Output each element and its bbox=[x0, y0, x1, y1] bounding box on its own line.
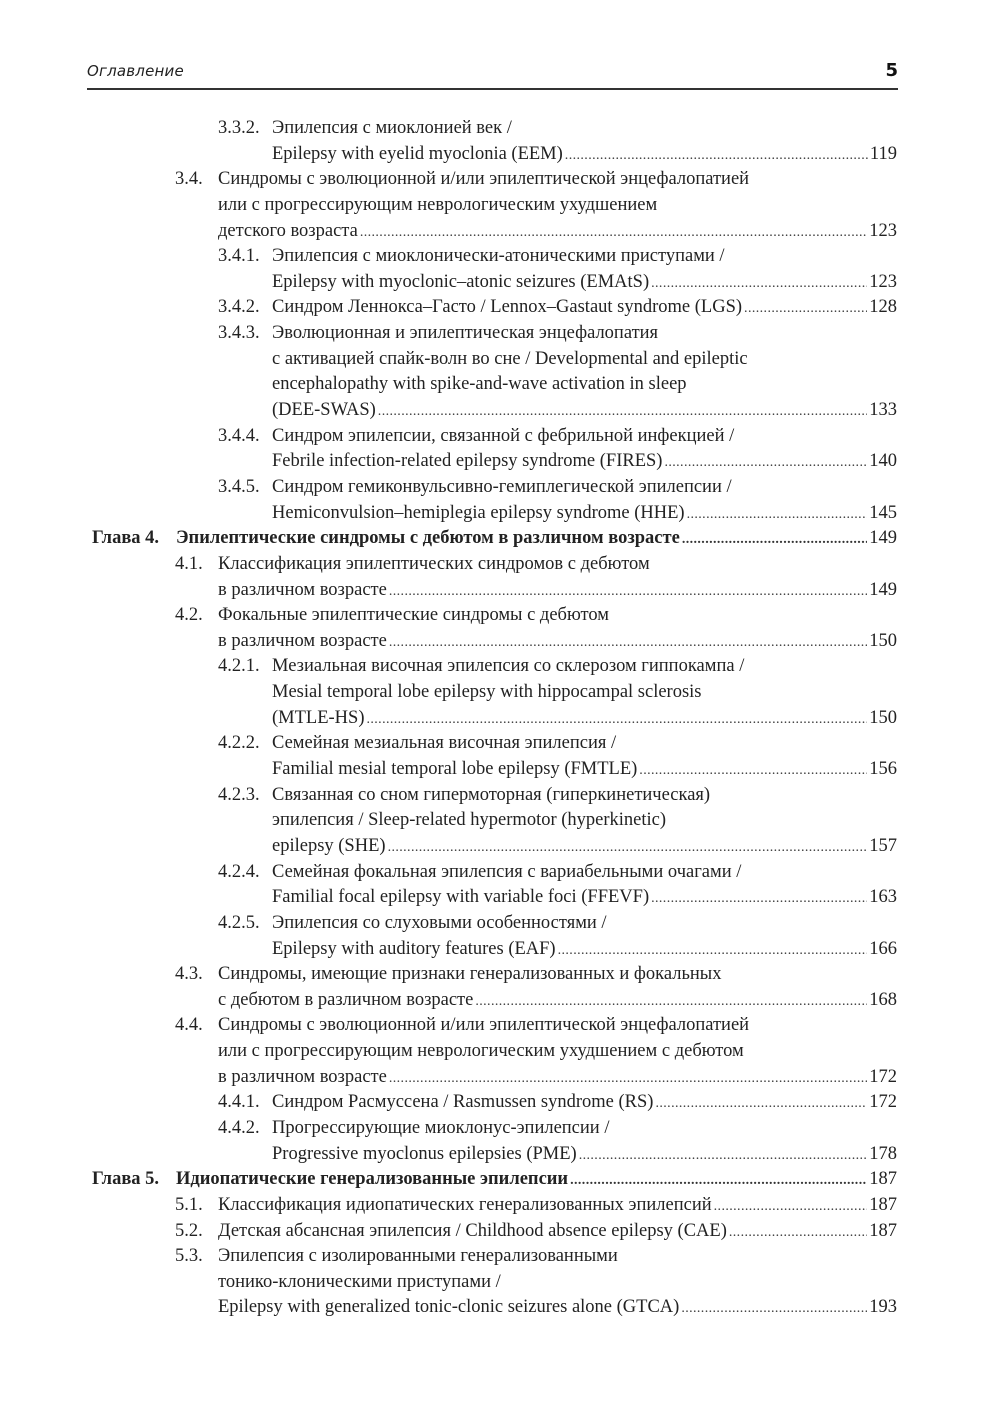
toc-entry-title: с активацией спайк-волн во сне / Developmental and epileptic bbox=[272, 348, 748, 369]
toc-entry-last-line bbox=[176, 526, 897, 553]
toc-line bbox=[0, 834, 1000, 860]
toc-entry-3-4-2[interactable] bbox=[0, 295, 1000, 321]
toc-entry-number: 3.4.5. bbox=[218, 476, 260, 497]
dot-leader bbox=[389, 579, 867, 605]
toc-line bbox=[0, 603, 1000, 629]
toc-entry-title: Классификация идиопатических генерализованных эпилепсий bbox=[218, 1194, 712, 1215]
toc-page-number: 119 bbox=[869, 143, 897, 164]
toc-entry-4-2-3[interactable] bbox=[0, 783, 1000, 860]
toc-entry-4-4[interactable] bbox=[0, 1013, 1000, 1090]
toc-page-number: 187 bbox=[869, 1194, 897, 1215]
dot-leader bbox=[475, 989, 867, 1015]
toc-entry-title: Синдром эпилепсии, связанной с фебрильной инфекцией / bbox=[272, 425, 735, 446]
toc-entry-3-4[interactable] bbox=[0, 167, 1000, 244]
toc-entry-4-3[interactable] bbox=[0, 962, 1000, 1013]
dot-leader bbox=[744, 296, 867, 322]
toc-entry-3-3-2[interactable] bbox=[0, 116, 1000, 167]
toc-entry-last-line bbox=[218, 1295, 897, 1322]
toc-entry-title: Epilepsy with generalized tonic-clonic seizures alone (GTCA) bbox=[218, 1297, 680, 1318]
toc-entry-last-line bbox=[272, 295, 897, 322]
toc-entry-title: Эпилепсия с миоклонически-атоническими приступами / bbox=[272, 246, 725, 267]
toc-entry-number: 4.3. bbox=[175, 964, 203, 985]
toc-entry-title: в различном возрасте bbox=[218, 579, 387, 600]
toc-line bbox=[0, 167, 1000, 193]
toc-entry-title: Детская абсансная эпилепсия / Childhood absence epilepsy (CAE) bbox=[218, 1220, 727, 1241]
dot-leader bbox=[651, 271, 867, 297]
toc-line bbox=[0, 654, 1000, 680]
toc-line bbox=[0, 629, 1000, 655]
toc-page-number: 157 bbox=[869, 835, 897, 856]
toc-entry-title: с дебютом в различном возрасте bbox=[218, 989, 474, 1010]
toc-entry-number: 4.2.2. bbox=[218, 733, 260, 754]
toc-entry-last-line bbox=[272, 757, 897, 784]
toc-entry-title: Мезиальная височная эпилепсия со склерозом гиппокампа / bbox=[272, 656, 745, 677]
toc-entry-title: encephalopathy with spike-and-wave activation in sleep bbox=[272, 374, 687, 395]
toc-line bbox=[0, 552, 1000, 578]
toc-line bbox=[0, 270, 1000, 296]
dot-leader bbox=[389, 1066, 867, 1092]
dot-leader bbox=[360, 220, 867, 246]
toc-entry-title: в различном возрасте bbox=[218, 630, 387, 651]
toc-line bbox=[0, 321, 1000, 347]
running-title: Оглавление bbox=[87, 62, 184, 80]
toc-line bbox=[0, 219, 1000, 245]
toc-entry-ch4[interactable] bbox=[0, 526, 1000, 552]
toc-line bbox=[0, 1116, 1000, 1142]
toc-page-number: 123 bbox=[869, 271, 897, 292]
toc-entry-number: 4.2. bbox=[175, 605, 203, 626]
toc-page-number: 187 bbox=[869, 1169, 897, 1190]
toc-entry-3-4-3[interactable] bbox=[0, 321, 1000, 424]
toc-entry-title: Синдромы с эволюционной и/или эпилептической энцефалопатией bbox=[218, 169, 750, 190]
toc-line bbox=[0, 372, 1000, 398]
toc-entry-4-2-5[interactable] bbox=[0, 911, 1000, 962]
toc-page-number: 149 bbox=[869, 528, 897, 549]
toc-line bbox=[0, 424, 1000, 450]
toc-entry-number: 5.1. bbox=[175, 1194, 203, 1215]
toc-line bbox=[0, 501, 1000, 527]
toc-entry-title: тонико-клоническими приступами / bbox=[218, 1271, 501, 1292]
toc-entry-last-line bbox=[218, 578, 897, 605]
toc-entry-last-line bbox=[218, 1065, 897, 1092]
toc-entry-title: или с прогрессирующим неврологическим ухудшением bbox=[218, 194, 658, 215]
toc-page-number: 149 bbox=[869, 579, 897, 600]
toc-entry-last-line bbox=[272, 1142, 897, 1169]
toc-entry-title: в различном возрасте bbox=[218, 1066, 387, 1087]
toc-entry-4-4-2[interactable] bbox=[0, 1116, 1000, 1167]
toc-entry-number: 3.4. bbox=[175, 169, 203, 190]
toc-entry-last-line bbox=[272, 937, 897, 964]
toc-page-number: 150 bbox=[869, 630, 897, 651]
toc-entry-title: Эпилепсия с изолированными генерализованными bbox=[218, 1246, 618, 1267]
toc-entry-title: Epilepsy with auditory features (EAF) bbox=[272, 938, 556, 959]
dot-leader bbox=[378, 399, 867, 425]
dot-leader bbox=[639, 758, 867, 784]
page-header bbox=[87, 58, 898, 90]
toc-entry-title: Идиопатические генерализованные эпилепсии bbox=[176, 1169, 569, 1190]
toc-entry-last-line bbox=[272, 501, 897, 528]
toc-line bbox=[0, 731, 1000, 757]
dot-leader bbox=[570, 1168, 867, 1194]
toc-entry-title: Mesial temporal lobe epilepsy with hippocampal sclerosis bbox=[272, 682, 702, 703]
dot-leader bbox=[651, 886, 867, 912]
toc-entry-title: Связанная со сном гипермоторная (гиперкинетическая) bbox=[272, 784, 711, 805]
toc-entry-title: или с прогрессирующим неврологическим ухудшением с дебютом bbox=[218, 1041, 744, 1062]
toc-line bbox=[0, 193, 1000, 219]
toc-line bbox=[0, 988, 1000, 1014]
toc-entry-number: 3.4.3. bbox=[218, 323, 260, 344]
toc-page-number: 172 bbox=[869, 1066, 897, 1087]
toc-entry-title: детского возраста bbox=[218, 220, 358, 241]
toc-line bbox=[0, 680, 1000, 706]
toc-line bbox=[0, 962, 1000, 988]
toc-entry-number: Глава 4. bbox=[92, 528, 160, 549]
toc-entry-ch5[interactable] bbox=[0, 1167, 1000, 1193]
toc-entry-number: 4.2.1. bbox=[218, 656, 260, 677]
toc-entry-number: 4.2.5. bbox=[218, 912, 260, 933]
toc-entry-title: Синдром Расмуссена / Rasmussen syndrome (RS) bbox=[272, 1092, 654, 1113]
toc-entry-title: Familial focal epilepsy with variable foci (FFEVF) bbox=[272, 887, 650, 908]
toc-line bbox=[0, 526, 1000, 552]
toc-entry-title: Familial mesial temporal lobe epilepsy (FMTLE) bbox=[272, 759, 638, 780]
toc-page-number: 187 bbox=[869, 1220, 897, 1241]
toc-page-number: 193 bbox=[869, 1297, 897, 1318]
toc-line bbox=[0, 116, 1000, 142]
toc-entry-last-line bbox=[218, 219, 897, 246]
toc-entry-3-4-1[interactable] bbox=[0, 244, 1000, 295]
toc-entry-title: Классификация эпилептических синдромов с дебютом bbox=[218, 553, 650, 574]
toc-page-number: 140 bbox=[869, 451, 897, 472]
toc-entry-3-4-4[interactable] bbox=[0, 424, 1000, 475]
toc-entry-title: эпилепсия / Sleep-related hypermotor (hyperkinetic) bbox=[272, 810, 667, 831]
toc-line bbox=[0, 1090, 1000, 1116]
toc-entry-last-line bbox=[218, 1219, 897, 1246]
toc-page-number: 178 bbox=[869, 1143, 897, 1164]
toc-entry-last-line bbox=[272, 1090, 897, 1117]
toc-entry-number: 3.4.1. bbox=[218, 246, 260, 267]
toc-line bbox=[0, 937, 1000, 963]
toc-entry-number: 4.4. bbox=[175, 1015, 203, 1036]
toc-line bbox=[0, 1244, 1000, 1270]
toc-page-number: 145 bbox=[869, 502, 897, 523]
toc-entry-last-line bbox=[218, 988, 897, 1015]
toc-page-number: 172 bbox=[869, 1092, 897, 1113]
table-of-contents bbox=[0, 116, 1000, 1321]
toc-line bbox=[0, 244, 1000, 270]
toc-entry-4-2[interactable] bbox=[0, 603, 1000, 654]
toc-entry-number: Глава 5. bbox=[92, 1169, 160, 1190]
toc-entry-title: Семейная мезиальная височная эпилепсия / bbox=[272, 733, 617, 754]
dot-leader bbox=[388, 835, 868, 861]
toc-entry-title: Прогрессирующие миоклонус-эпилепсии / bbox=[272, 1117, 610, 1138]
toc-entry-5-2[interactable] bbox=[0, 1219, 1000, 1245]
toc-entry-number: 3.4.2. bbox=[218, 297, 260, 318]
toc-entry-3-4-5[interactable] bbox=[0, 475, 1000, 526]
toc-line bbox=[0, 1013, 1000, 1039]
toc-entry-5-1[interactable] bbox=[0, 1193, 1000, 1219]
toc-entry-title: Epilepsy with myoclonic–atonic seizures (EMAtS) bbox=[272, 271, 650, 292]
toc-entry-title: Эпилепсия с миоклонией век / bbox=[272, 118, 512, 138]
toc-entry-number: 5.3. bbox=[175, 1246, 203, 1267]
dot-leader bbox=[579, 1143, 868, 1169]
toc-entry-title: epilepsy (SHE) bbox=[272, 835, 386, 856]
toc-entry-last-line bbox=[218, 629, 897, 656]
toc-entry-last-line bbox=[272, 885, 897, 912]
toc-entry-title: Эпилепсия со слуховыми особенностями / bbox=[272, 912, 607, 933]
toc-line bbox=[0, 757, 1000, 783]
toc-line bbox=[0, 347, 1000, 373]
toc-entry-last-line bbox=[176, 1167, 897, 1194]
toc-entry-last-line bbox=[272, 449, 897, 476]
toc-line bbox=[0, 911, 1000, 937]
toc-entry-last-line bbox=[272, 270, 897, 297]
dot-leader bbox=[565, 143, 868, 169]
toc-line bbox=[0, 1219, 1000, 1245]
toc-page-number: 168 bbox=[869, 989, 897, 1010]
toc-entry-title: Эпилептические синдромы с дебютом в различном возрасте bbox=[176, 528, 680, 549]
toc-line bbox=[0, 398, 1000, 424]
toc-line bbox=[0, 1295, 1000, 1321]
toc-entry-last-line bbox=[272, 142, 897, 169]
toc-page-number: 150 bbox=[869, 707, 897, 728]
toc-entry-title: Epilepsy with eyelid myoclonia (EEM) bbox=[272, 143, 563, 164]
toc-entry-title: Синдром Леннокса–Гасто / Lennox–Gastaut syndrome (LGS) bbox=[272, 297, 743, 318]
toc-entry-last-line bbox=[272, 398, 897, 425]
toc-line bbox=[0, 1167, 1000, 1193]
dot-leader bbox=[729, 1220, 867, 1246]
toc-line bbox=[0, 885, 1000, 911]
toc-entry-number: 4.1. bbox=[175, 553, 203, 574]
toc-entry-4-2-4[interactable] bbox=[0, 860, 1000, 911]
dot-leader bbox=[558, 938, 868, 964]
toc-entry-title: Эволюционная и эпилептическая энцефалопатия bbox=[272, 323, 659, 344]
toc-line bbox=[0, 1039, 1000, 1065]
toc-line bbox=[0, 142, 1000, 168]
toc-page-number: 156 bbox=[869, 759, 897, 780]
toc-line bbox=[0, 1270, 1000, 1296]
toc-entry-4-2-2[interactable] bbox=[0, 731, 1000, 782]
page-number: 5 bbox=[885, 60, 898, 81]
toc-page-number: 128 bbox=[869, 297, 897, 318]
toc-entry-number: 3.3.2. bbox=[218, 118, 260, 138]
toc-entry-number: 4.4.2. bbox=[218, 1117, 260, 1138]
toc-page-number: 163 bbox=[869, 887, 897, 908]
toc-page-number: 123 bbox=[869, 220, 897, 241]
toc-line bbox=[0, 475, 1000, 501]
toc-entry-number: 4.4.1. bbox=[218, 1092, 260, 1113]
dot-leader bbox=[655, 1091, 867, 1117]
toc-line bbox=[0, 295, 1000, 321]
toc-entry-title: Синдромы, имеющие признаки генерализованных и фокальных bbox=[218, 964, 722, 985]
dot-leader bbox=[687, 502, 868, 528]
toc-line bbox=[0, 1065, 1000, 1091]
toc-line bbox=[0, 449, 1000, 475]
toc-line bbox=[0, 783, 1000, 809]
toc-entry-last-line bbox=[272, 706, 897, 733]
dot-leader bbox=[681, 1296, 867, 1322]
toc-entry-number: 5.2. bbox=[175, 1220, 203, 1241]
toc-line bbox=[0, 1142, 1000, 1168]
toc-entry-4-1[interactable] bbox=[0, 552, 1000, 603]
toc-entry-4-2-1[interactable] bbox=[0, 654, 1000, 731]
toc-page-number: 133 bbox=[869, 400, 897, 421]
toc-entry-last-line bbox=[218, 1193, 897, 1220]
toc-line bbox=[0, 578, 1000, 604]
dot-leader bbox=[682, 527, 867, 553]
toc-entry-5-3[interactable] bbox=[0, 1244, 1000, 1321]
dot-leader bbox=[366, 707, 867, 733]
dot-leader bbox=[664, 450, 867, 476]
toc-entry-title: Febrile infection-related epilepsy syndrome (FIRES) bbox=[272, 451, 663, 472]
toc-line bbox=[0, 1193, 1000, 1219]
toc-entry-number: 4.2.4. bbox=[218, 861, 260, 882]
toc-entry-title: Progressive myoclonus epilepsies (PME) bbox=[272, 1143, 577, 1164]
toc-entry-title: Семейная фокальная эпилепсия с вариабельными очагами / bbox=[272, 861, 742, 882]
toc-page-number: 166 bbox=[869, 938, 897, 959]
dot-leader bbox=[714, 1194, 868, 1220]
dot-leader bbox=[389, 630, 867, 656]
toc-line bbox=[0, 808, 1000, 834]
toc-entry-title: (DEE-SWAS) bbox=[272, 400, 376, 421]
toc-entry-title: Синдром гемиконвульсивно-гемиплегической эпилепсии / bbox=[272, 476, 732, 497]
toc-entry-number: 4.2.3. bbox=[218, 784, 260, 805]
toc-entry-title: Синдромы с эволюционной и/или эпилептической энцефалопатией bbox=[218, 1015, 750, 1036]
toc-entry-title: (MTLE-HS) bbox=[272, 707, 365, 728]
toc-entry-title: Фокальные эпилептические синдромы с дебютом bbox=[218, 605, 609, 626]
toc-line bbox=[0, 706, 1000, 732]
toc-entry-number: 3.4.4. bbox=[218, 425, 260, 446]
toc-line bbox=[0, 860, 1000, 886]
toc-entry-4-4-1[interactable] bbox=[0, 1090, 1000, 1116]
toc-entry-title: Hemiconvulsion–hemiplegia epilepsy syndrome (HHE) bbox=[272, 502, 685, 523]
toc-entry-last-line bbox=[272, 834, 897, 861]
